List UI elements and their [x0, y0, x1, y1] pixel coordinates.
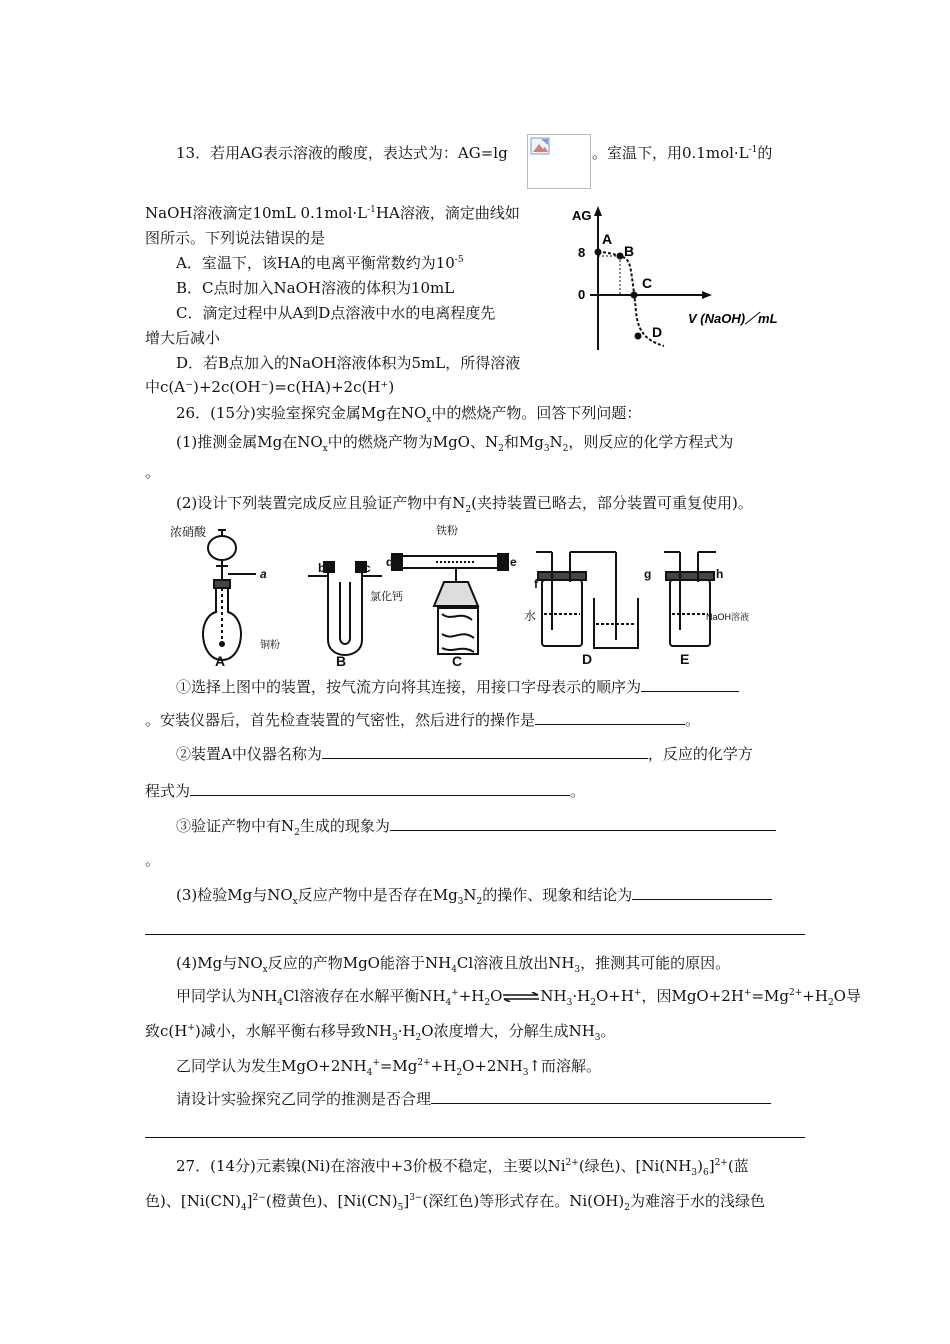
- q13-option-c-1: C．滴定过程中从A到D点溶液中水的电离程度先: [176, 304, 496, 322]
- device-e-label: E: [680, 651, 690, 667]
- q27-line2: 色)、$[Ni(CN)_4]^{2-}$(橙黄色)、$[Ni(CN)_5]^{3-}$(深红色)等形式存在。$Ni(OH)_2$为难溶于水的浅绿色: [145, 1192, 765, 1213]
- q13-line1: 13．若用AG表示溶液的酸度，表达式为：AG=lg: [176, 144, 508, 162]
- port-b: b: [318, 561, 326, 575]
- device-a-label: A: [215, 653, 226, 669]
- port-d: d: [386, 555, 394, 569]
- answer-line-7[interactable]: [145, 934, 805, 935]
- equilibrium-arrow-icon: [502, 992, 540, 1002]
- q13-option-b: B．C点时加入NaOH溶液的体积为10mL: [176, 279, 455, 297]
- point-a-marker: [595, 249, 602, 256]
- point-d-marker: [635, 333, 642, 340]
- port-c: c: [364, 561, 371, 575]
- label-water: 水: [524, 609, 537, 623]
- label-d: D: [652, 324, 663, 340]
- q26-jia: 甲同学认为$NH_4Cl$溶液存在水解平衡$NH_4^++H_2O$ $NH_3\cdot H_2O+H^+$，因$MgO+2H^+=Mg^{2+}+H_2O$导: [176, 987, 861, 1008]
- port-a: a: [260, 567, 267, 581]
- answer-blank-6[interactable]: [632, 885, 772, 900]
- y-tick-0: 0: [578, 287, 586, 302]
- answer-blank-1[interactable]: [641, 677, 739, 692]
- apparatus-diagram: [160, 522, 800, 670]
- q26-step1: ①选择上图中的装置，按气流方向将其连接，用接口字母表示的顺序为: [176, 677, 739, 697]
- q26-part1: (1)推测金属Mg在$NO_x$中的燃烧产物为MgO、$N_2$和$Mg_3N_2$，则反应的化学方程式为: [176, 433, 734, 454]
- q13-option-c-2: 增大后减小: [145, 329, 221, 347]
- label-naoh-solution: NaOH溶液: [706, 612, 750, 622]
- y-tick-8: 8: [578, 245, 586, 260]
- device-b-label: B: [336, 653, 347, 669]
- label-calcium-chloride: 氯化钙: [370, 591, 403, 603]
- device-c-label: C: [452, 653, 463, 669]
- q26-part3: (3)检验Mg与$NO_x$反应产物中是否存在$Mg_3N_2$的操作、现象和结论为: [176, 885, 772, 905]
- answer-blank-3[interactable]: [322, 744, 648, 759]
- port-f: f: [534, 577, 538, 591]
- fraction-image-placeholder: [527, 134, 591, 189]
- label-copper-powder: 铜粉: [260, 640, 280, 651]
- broken-image-icon: [530, 137, 552, 157]
- q26-step2: ②装置A中仪器名称为 ，反应的化学方: [176, 745, 753, 763]
- q13-line3: 图所示。下列说法错误的是: [145, 229, 326, 247]
- label-a: A: [602, 231, 613, 247]
- x-axis-label: V (NaOH)／mL: [688, 311, 778, 326]
- label-conc-nitric-acid: 浓硝酸: [170, 525, 207, 539]
- label-iron-powder: 铁粉: [436, 525, 458, 537]
- point-b-marker: [617, 253, 624, 260]
- answer-blank-8[interactable]: [431, 1089, 771, 1104]
- device-d-label: D: [582, 651, 593, 667]
- port-g: g: [644, 567, 652, 581]
- y-axis-label: AG: [572, 208, 592, 223]
- q26-step1-b: 。安装仪器后，首先检查装置的气密性，然后进行的操作是 。: [145, 711, 701, 729]
- answer-blank-4[interactable]: [190, 781, 570, 796]
- q26-step2-b: 程式为 。: [145, 782, 586, 800]
- q26-step3-end: 。: [145, 851, 161, 869]
- q26-jia-2: 致c(H+)减小，水解平衡右移导致$NH_3\cdot H_2O$浓度增大，分解生成$NH_3$。: [145, 1022, 616, 1043]
- label-c: C: [642, 275, 653, 291]
- point-c-marker: [631, 292, 638, 299]
- q13-option-d-2: 中c(A⁻)+2c(OH⁻)=c(HA)+2c(H⁺): [145, 378, 395, 396]
- port-h: h: [716, 567, 724, 581]
- q26-step3: ③验证产物中有$N_2$生成的现象为: [176, 816, 776, 836]
- port-e: e: [510, 555, 517, 569]
- q27-line1: 27．(14分)元素镍(Ni)在溶液中+3价极不稳定，主要以$Ni^{2+}$(绿色)、$[Ni(NH_3)_6]^{2+}$(蓝: [176, 1157, 749, 1178]
- q26-part1-end: 。: [145, 463, 161, 481]
- titration-curve-graph: [560, 200, 800, 360]
- q13-option-a: A．室温下，该HA的电离平衡常数约为$10^{-5}$: [176, 254, 464, 272]
- answer-line-9[interactable]: [145, 1137, 805, 1138]
- q13-line2: NaOH溶液滴定10mL $0.1mol\cdot L^{-1}HA$溶液，滴定曲线如: [145, 204, 520, 222]
- q13-line1-rest: 。室温下，用$0.1mol\cdot L^{-1}$的: [592, 144, 773, 162]
- answer-blank-2[interactable]: [535, 710, 685, 725]
- answer-blank-5[interactable]: [390, 816, 776, 831]
- q13-option-d-1: D．若B点加入的NaOH溶液体积为5mL，所得溶液: [176, 354, 521, 372]
- q26-title: 26．(15分)实验室探究金属Mg在$NO_x$中的燃烧产物。回答下列问题：: [176, 404, 642, 425]
- q26-part2: (2)设计下列装置完成反应且验证产物中有$N_2$(夹持装置已略去，部分装置可重复使用)。: [176, 494, 753, 515]
- q26-part4: (4)Mg与$NO_x$反应的产物MgO能溶于$NH_4Cl$溶液且放出$NH_3$，推测其可能的原因。: [176, 954, 731, 975]
- label-b: B: [624, 243, 635, 259]
- q26-yi: 乙同学认为发生$MgO+2NH_4^+=Mg^{2+}+H_2O+2NH_3↑$而溶解。: [176, 1057, 601, 1078]
- q26-design: 请设计实验探究乙同学的推测是否合理: [176, 1089, 771, 1109]
